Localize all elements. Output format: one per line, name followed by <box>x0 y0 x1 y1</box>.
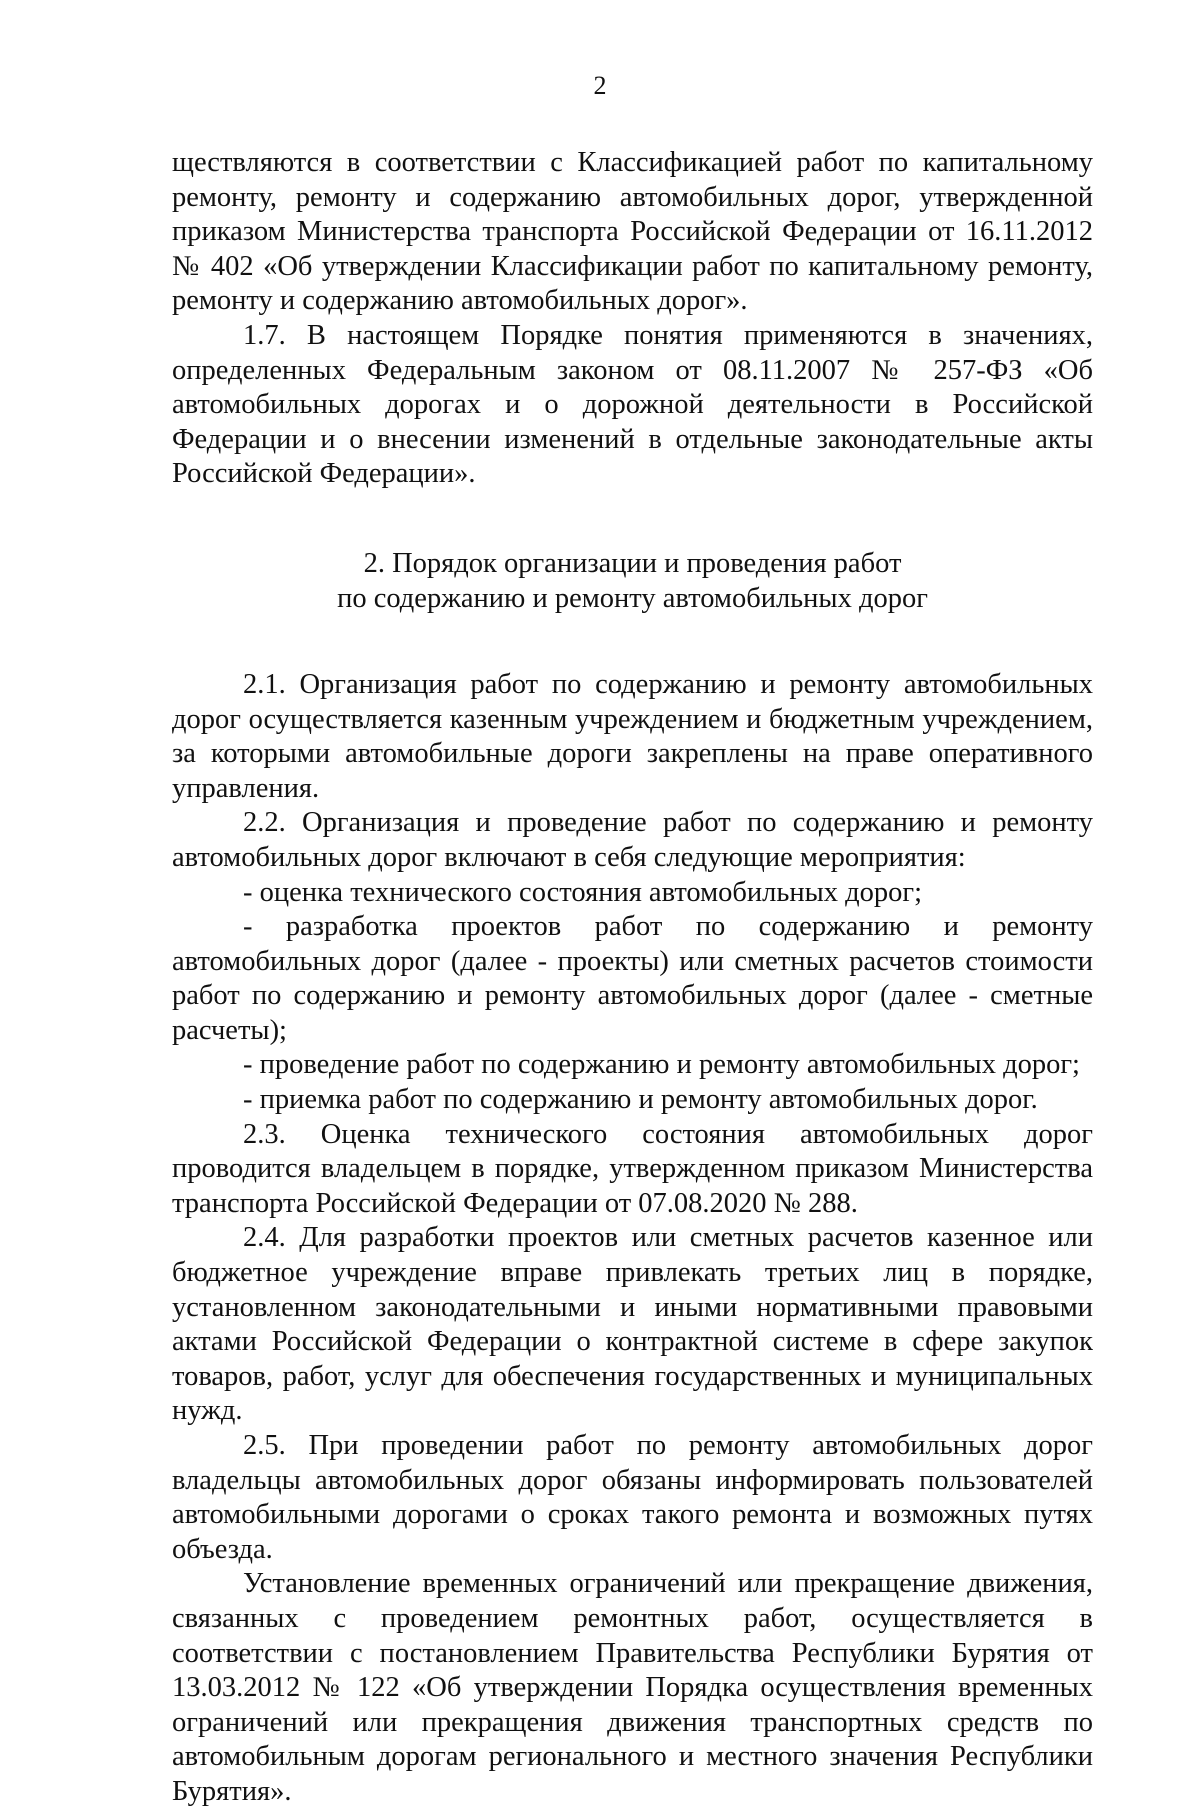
paragraph-item-2-5: 2.5. При проведении работ по ремонту автомобильных дорог владельцы автомобильных дорог обязаны информировать пользователей автомобильными дорогами о сроках такого ремонта и возможных путях объезда. <box>172 1430 1093 1565</box>
paragraph-item-2-4: 2.4. Для разработки проектов или сметных расчетов казенное или бюджетное учреждение вправе привлекать третьих лиц в порядке, установленном законодательными и иными нормативными правовыми актами Российской Федерации о контрактной системе в сфере закупок товаров, работ, услуг для обеспечения государственных и муниципальных нужд. <box>172 1222 1093 1427</box>
paragraph-item-1-7: 1.7. В настоящем Порядке понятия применяются в значениях, определенных Федеральным законом от 08.11.2007 № 257-ФЗ «Об автомобильных дорогах и о дорожной деятельности в Российской Федерации и о внесении изменений в отдельные законодательные акты Российской Федерации». <box>172 319 1093 490</box>
paragraph-continuation: ществляются в соответствии с Классификацией работ по капитальному ремонту, ремонту и содержанию автомобильных дорог, утвержденной приказом Министерства транспорта Российской Федерации от 16.11.2012 № 402 «Об утверждении Классификации работ по капитальному ремонту, ремонту и содержанию автомобильных дорог». <box>172 147 1093 317</box>
page-number: 2 <box>593 71 607 100</box>
list-item-assessment: - оценка технического состояния автомобильных дорог; <box>243 876 923 908</box>
paragraph-item-2-5-continued: Установление временных ограничений или прекращение движения, связанных с проведением ремонтных работ, осуществляется в соответствии с постановлением Правительства Республики Бурятия от 13.03.2012 № 122 «Об утверждении Порядка осуществления временных ограничений или прекращения движения транспортных средств по автомобильным дорогам регионального и местного значения Республики Бурятия». <box>172 1568 1093 1807</box>
paragraph-item-2-3: 2.3. Оценка технического состояния автомобильных дорог проводится владельцем в порядке, утвержденном приказом Министерства транспорта Российской Федерации от 07.08.2020 № 288. <box>172 1118 1093 1219</box>
section-heading-line-1: 2. Порядок организации и проведения работ <box>363 547 902 579</box>
document-body <box>172 146 1093 1810</box>
paragraph-item-2-2: 2.2. Организация и проведение работ по содержанию и ремонту автомобильных дорог включают в себя следующие мероприятия: <box>172 807 1093 873</box>
list-item-works: - проведение работ по содержанию и ремонту автомобильных дорог; <box>243 1049 1080 1081</box>
list-item-projects: - разработка проектов работ по содержанию и ремонту автомобильных дорог (далее - проекты) или сметных расчетов стоимости работ по содержанию и ремонту автомобильных дорог (далее - сметные расчеты); <box>172 911 1093 1046</box>
section-heading <box>172 546 1093 616</box>
list-item-acceptance: - приемка работ по содержанию и ремонту автомобильных дорог. <box>243 1084 1038 1116</box>
paragraph-item-2-1: 2.1. Организация работ по содержанию и ремонту автомобильных дорог осуществляется казенным учреждением и бюджетным учреждением, за которыми автомобильные дороги закреплены на праве оперативного управления. <box>172 668 1093 804</box>
section-heading-line-2: по содержанию и ремонту автомобильных дорог <box>337 582 928 614</box>
